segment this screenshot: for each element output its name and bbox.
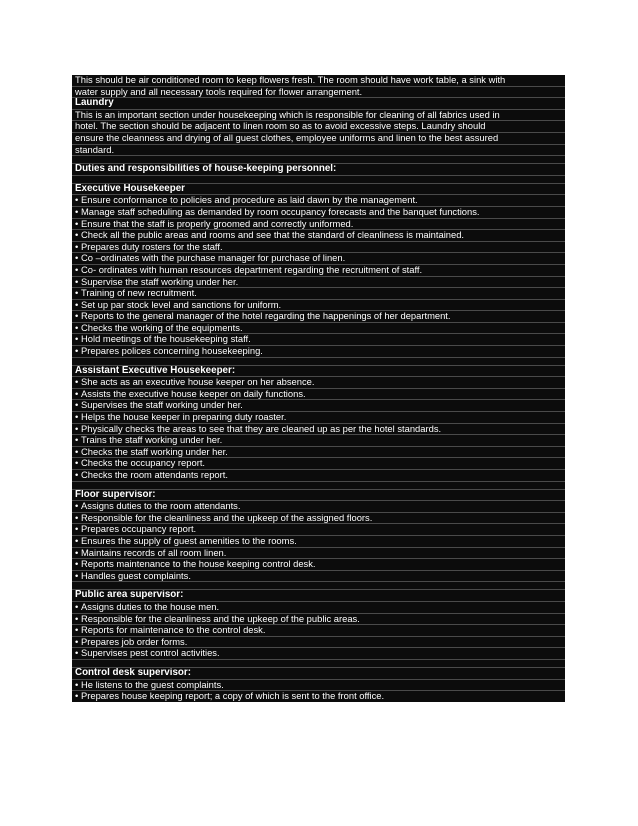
list-item-text: Co- ordinates with human resources department regarding the recruitment of staff. (81, 263, 423, 275)
section-heading: Floor supervisor: (72, 489, 565, 501)
list-item-text: Checks the room attendants report. (81, 469, 228, 480)
bullet-icon: • (75, 690, 79, 702)
bullet-icon: • (75, 333, 79, 345)
list-item (72, 229, 565, 241)
laundry-line: hotel. The section should be adjacent to linen room so as to avoid excessive steps. Laundry should (72, 120, 565, 132)
bullet-icon: • (75, 500, 79, 512)
laundry-line: ensure the cleanness and drying of all guest clothes, employee uniforms and linen to the best assured (72, 132, 565, 144)
duties-heading: Duties and responsibilities of house-keeping personnel: (72, 163, 565, 175)
list-item-text: Co –ordinates with the purchase manager for purchase of linen. (81, 252, 346, 264)
list-item (72, 194, 565, 206)
bullet-icon: • (75, 399, 79, 411)
list-item-text: Manage staff scheduling as demanded by room occupancy forecasts and the banquet functions. (81, 205, 480, 217)
list-item (72, 523, 565, 535)
list-item (72, 457, 565, 469)
list-item (72, 276, 565, 288)
bullet-icon: • (75, 445, 79, 457)
list-item (72, 287, 565, 299)
bullet-icon: • (75, 298, 79, 310)
list-item (72, 446, 565, 458)
bullet-icon: • (75, 457, 79, 469)
list-item-text: Prepares house keeping report; a copy of which is sent to the front office. (81, 690, 385, 702)
list-item (72, 252, 565, 264)
list-item (72, 376, 565, 388)
list-item-text: Prepares duty rosters for the staff. (81, 240, 223, 252)
list-item (72, 679, 565, 691)
list-item-text: Training of new recruitment. (81, 287, 197, 299)
list-item-text: Ensure conformance to policies and procedure as laid dawn by the management. (81, 194, 418, 206)
list-item (72, 322, 565, 334)
bullet-icon: • (75, 546, 79, 558)
bullet-icon: • (75, 422, 79, 434)
list-item (72, 547, 565, 559)
list-item-text: Reports maintenance to the house keeping control desk. (81, 558, 316, 570)
list-item (72, 570, 565, 582)
bullet-icon: • (75, 217, 79, 229)
list-item-text: Helps the house keeper in preparing duty roaster. (81, 411, 287, 423)
bullet-icon: • (75, 600, 79, 612)
list-item (72, 299, 565, 311)
laundry-line: This is an important section under housekeeping which is responsible for cleaning of all fabrics used in (72, 109, 565, 121)
bullet-icon: • (75, 275, 79, 287)
bullet-icon: • (75, 194, 79, 206)
list-item (72, 690, 565, 702)
blank-line (72, 357, 565, 365)
list-item-text: Supervise the staff working under her. (81, 275, 239, 287)
list-item-text: Check all the public areas and rooms and see that the standard of cleanliness is maintained. (81, 229, 465, 241)
list-item (72, 423, 565, 435)
list-item (72, 636, 565, 648)
bullet-icon: • (75, 345, 79, 357)
blank-line (72, 155, 565, 163)
bullet-icon: • (75, 534, 79, 546)
list-item (72, 535, 565, 547)
list-item-text: Assigns duties to the room attendants. (81, 500, 241, 512)
bullet-icon: • (75, 511, 79, 523)
list-item-text: Physically checks the areas to see that they are cleaned up as per the hotel standards. (81, 422, 442, 434)
list-item (72, 624, 565, 636)
blank-line (72, 659, 565, 667)
section-heading: Public area supervisor: (72, 589, 565, 601)
list-item (72, 613, 565, 625)
bullet-icon: • (75, 321, 79, 333)
bullet-icon: • (75, 624, 79, 636)
bullet-icon: • (75, 252, 79, 264)
bullet-icon: • (75, 569, 79, 581)
bullet-icon: • (75, 287, 79, 299)
list-item (72, 218, 565, 230)
list-item (72, 310, 565, 322)
list-item-text: Ensure that the staff is properly groomed and correctly uniformed. (81, 217, 354, 229)
bullet-icon: • (75, 240, 79, 252)
list-item (72, 558, 565, 570)
intro-line: water supply and all necessary tools required for flower arrangement. (72, 86, 565, 98)
list-item-text: Handles guest complaints. (81, 569, 191, 581)
blank-line (72, 175, 565, 183)
blank-line (72, 581, 565, 589)
list-item-text: Prepares job order forms. (81, 635, 188, 647)
blank-line (72, 481, 565, 489)
list-item-text: Checks the working of the equipments. (81, 321, 243, 333)
bullet-icon: • (75, 635, 79, 647)
list-item-text: She acts as an executive house keeper on her absence. (81, 376, 315, 388)
list-item (72, 264, 565, 276)
list-item-text: He listens to the guest complaints. (81, 678, 224, 690)
list-item-text: Assigns duties to the house men. (81, 600, 220, 612)
list-item (72, 512, 565, 524)
list-item (72, 206, 565, 218)
bullet-icon: • (75, 469, 79, 480)
bullet-icon: • (75, 558, 79, 570)
list-item-text: Responsible for the cleanliness and the upkeep of the assigned floors. (81, 511, 373, 523)
list-item-text: Prepares polices concerning housekeeping. (81, 345, 263, 357)
list-item-text: Hold meetings of the housekeeping staff. (81, 333, 251, 345)
bullet-icon: • (75, 229, 79, 241)
list-item (72, 500, 565, 512)
list-item-text: Checks the occupancy report. (81, 457, 206, 469)
list-item-text: Maintains records of all room linen. (81, 546, 227, 558)
list-item (72, 333, 565, 345)
section-heading: Executive Housekeeper (72, 183, 565, 195)
list-item (72, 434, 565, 446)
list-item (72, 241, 565, 253)
bullet-icon: • (75, 523, 79, 535)
laundry-heading: Laundry (72, 97, 565, 109)
bullet-icon: • (75, 612, 79, 624)
list-item-text: Prepares occupancy report. (81, 523, 197, 535)
bullet-icon: • (75, 647, 79, 659)
list-item-text: Supervises pest control activities. (81, 647, 220, 659)
list-item-text: Checks the staff working under her. (81, 445, 228, 457)
list-item-text: Trains the staff working under her. (81, 434, 223, 446)
list-item (72, 388, 565, 400)
list-item (72, 469, 565, 481)
sections-container (72, 175, 565, 702)
list-item (72, 345, 565, 357)
list-item-text: Set up par stock level and sanctions for uniform. (81, 298, 282, 310)
list-item-text: Reports to the general manager of the hotel regarding the happenings of her department. (81, 310, 451, 322)
section-heading: Control desk supervisor: (72, 667, 565, 679)
list-item-text: Responsible for the cleanliness and the upkeep of the public areas. (81, 612, 360, 624)
bullet-icon: • (75, 263, 79, 275)
intro-line: This should be air conditioned room to keep flowers fresh. The room should have work table, a sink with (72, 75, 565, 86)
list-item (72, 399, 565, 411)
bullet-icon: • (75, 387, 79, 399)
bullet-icon: • (75, 434, 79, 446)
bullet-icon: • (75, 205, 79, 217)
list-item-text: Ensures the supply of guest amenities to the rooms. (81, 534, 297, 546)
bullet-icon: • (75, 376, 79, 388)
list-item-text: Supervises the staff working under her. (81, 399, 243, 411)
bullet-icon: • (75, 310, 79, 322)
document-body (72, 75, 565, 702)
bullet-icon: • (75, 678, 79, 690)
list-item (72, 411, 565, 423)
list-item (72, 647, 565, 659)
section-heading: Assistant Executive Housekeeper: (72, 365, 565, 377)
laundry-line: standard. (72, 144, 565, 156)
list-item (72, 601, 565, 613)
list-item-text: Assists the executive house keeper on daily functions. (81, 387, 306, 399)
bullet-icon: • (75, 411, 79, 423)
list-item-text: Reports for maintenance to the control desk. (81, 624, 266, 636)
